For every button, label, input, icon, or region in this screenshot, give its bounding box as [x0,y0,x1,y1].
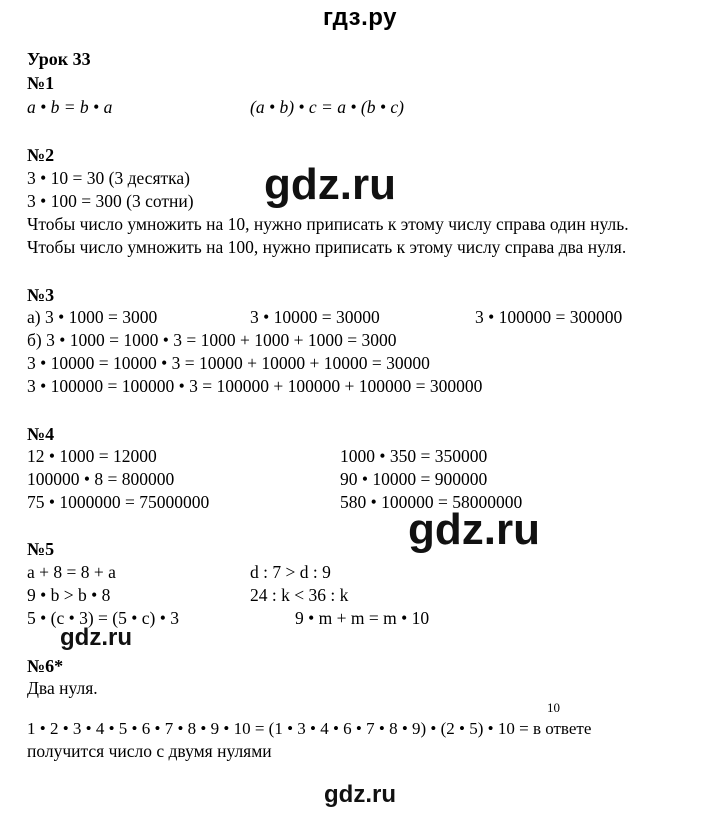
task-5-number: №5 [27,539,55,559]
task-3-line: б) 3 • 1000 = 1000 • 3 = 1000 + 1000 + 1000 = 3000 [27,330,397,350]
task-1-number: №1 [27,73,55,93]
task-4-left-item: 12 • 1000 = 12000 [27,446,157,466]
task-6-superscript: 10 [547,700,560,715]
task-6-answer: Два нуля. [27,678,98,698]
task-2-line: 3 • 100 = 300 (3 сотни) [27,191,194,211]
task-6-solution-line: 1 • 2 • 3 • 4 • 5 • 6 • 7 • 8 • 9 • 10 = (1 • 3 • 4 • 6 • 7 • 8 • 9) • (2 • 5) • 10 = в ответе [27,719,592,738]
task-4-left-item: 100000 • 8 = 800000 [27,469,175,489]
task-1-associative-formula: (a • b) • c = a • (b • c) [250,97,404,117]
task-3-row-a-item: а) 3 • 1000 = 3000 [27,307,158,327]
task-3-row-a-item: 3 • 100000 = 300000 [475,307,623,327]
task-3-row-a-item: 3 • 10000 = 30000 [250,307,380,327]
task-4-number: №4 [27,424,55,444]
task-5-left-item: 5 • (c • 3) = (5 • c) • 3 [27,608,179,628]
task-2-number: №2 [27,145,55,165]
watermark: gdz.ru [408,505,540,554]
watermark: gdz.ru [264,160,396,209]
watermark: gdz.ru [60,624,132,651]
task-3-number: №3 [27,285,55,305]
task-5-left-item: a + 8 = 8 + a [27,562,116,582]
task-6-number: №6* [27,656,64,676]
task-1-commutative-formula: a • b = b • a [27,97,113,117]
task-3-line: 3 • 10000 = 10000 • 3 = 10000 + 10000 + 10000 = 30000 [27,353,430,373]
task-2-line: 3 • 10 = 30 (3 десятка) [27,168,190,188]
task-5-right-item: 24 : k < 36 : k [250,585,349,605]
task-5-left-item: 9 • b > b • 8 [27,585,111,605]
lesson-title: Урок 33 [27,49,91,69]
task-2-line: Чтобы число умножить на 10, нужно приписать к этому числу справа один нуль. [27,214,629,234]
task-4-right-item: 1000 • 350 = 350000 [340,446,488,466]
task-6-solution-line: получится число с двумя нулями [27,741,272,761]
task-2-line: Чтобы число умножить на 100, нужно приписать к этому числу справа два нуля. [27,237,627,257]
task-4-left-item: 75 • 1000000 = 75000000 [27,492,210,512]
task-3-line: 3 • 100000 = 100000 • 3 = 100000 + 100000 + 100000 = 300000 [27,376,483,396]
site-header: гдз.ру [323,4,397,31]
task-5-right-item: d : 7 > d : 9 [250,562,331,582]
task-4-right-item: 90 • 10000 = 900000 [340,469,488,489]
watermark: gdz.ru [324,781,396,808]
task-5-right-item: 9 • m + m = m • 10 [295,608,430,628]
task-4-right-item: 580 • 100000 = 58000000 [340,492,523,512]
